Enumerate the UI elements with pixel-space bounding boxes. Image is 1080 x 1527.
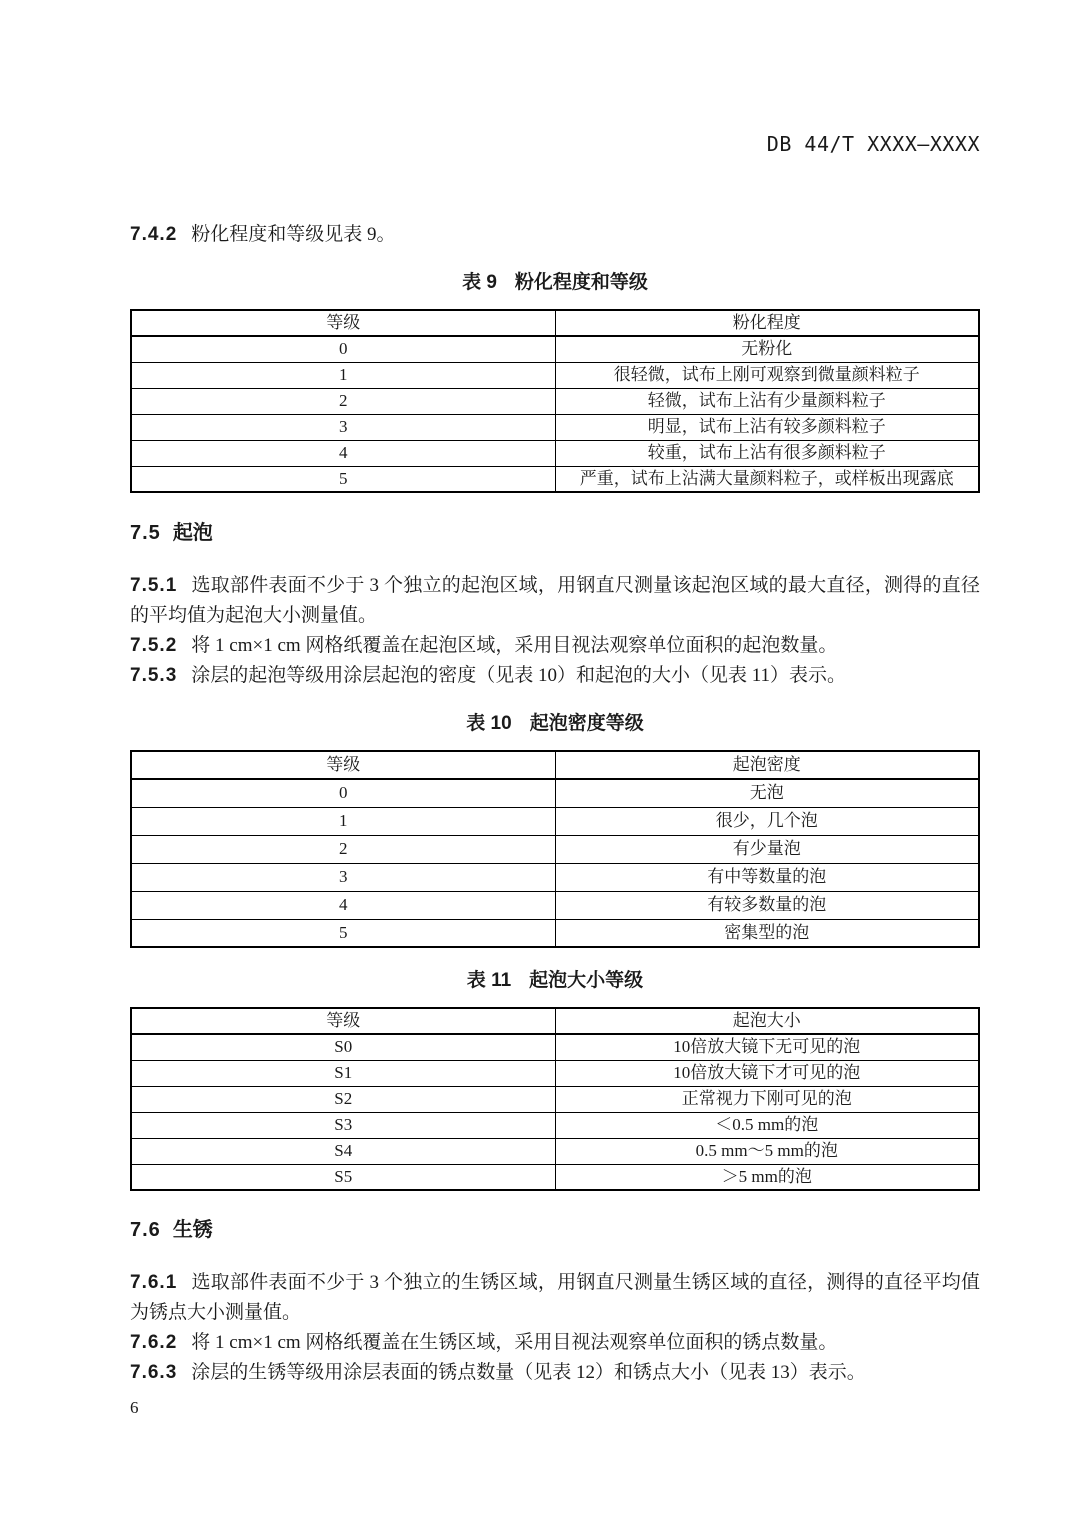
table-9 [130,309,980,493]
table-row [131,466,979,492]
table-cell: S2 [131,1086,555,1112]
table-row [131,336,979,362]
table-row [131,1112,979,1138]
table-cell: 有中等数量的泡 [555,863,979,891]
table-9-title [130,272,980,294]
clause-7-6-3 [130,1358,980,1388]
section-title: 生锈 [172,1219,213,1241]
table-cell: 0 [131,336,555,362]
table-cell: S4 [131,1138,555,1164]
section-heading-7-5 [130,521,980,545]
table-10-head [131,751,979,779]
table-cell: 10倍放大镜下无可见的泡 [555,1034,979,1060]
clause-text: 涂层的起泡等级用涂层起泡的密度（见表 10）和起泡的大小（见表 11）表示。 [191,665,847,686]
table-header-row [131,1008,979,1034]
table-cell: S0 [131,1034,555,1060]
table-cell: S5 [131,1164,555,1190]
clause-text: 粉化程度和等级见表 9。 [191,224,396,245]
table-row [131,1164,979,1190]
clause-number: 7.6.2 [130,1332,178,1353]
section-title: 起泡 [172,522,213,544]
table-10-label: 表 10 [466,713,512,734]
table-header-cell: 等级 [131,310,555,336]
table-cell: 很少，几个泡 [555,807,979,835]
clause-number: 7.6.1 [130,1272,178,1293]
table-9-body [131,336,979,492]
table-row [131,440,979,466]
table-cell: 很轻微，试布上刚可观察到微量颜料粒子 [555,362,979,388]
table-cell: 无粉化 [555,336,979,362]
table-row [131,1060,979,1086]
table-9-head [131,310,979,336]
table-row [131,1034,979,1060]
table-cell: 5 [131,466,555,492]
clause-number: 7.5.3 [130,665,178,686]
table-cell: 轻微，试布上沾有少量颜料粒子 [555,388,979,414]
table-9-caption: 粉化程度和等级 [514,272,648,293]
table-cell: 10倍放大镜下才可见的泡 [555,1060,979,1086]
table-row [131,919,979,947]
clause-text: 涂层的生锈等级用涂层表面的锈点数量（见表 12）和锈点大小（见表 13）表示。 [191,1362,866,1383]
table-cell: 无泡 [555,779,979,807]
table-cell: 4 [131,891,555,919]
table-10-title [130,713,980,735]
clause-text: 将 1 cm×1 cm 网格纸覆盖在起泡区域，采用目视法观察单位面积的起泡数量。 [191,635,838,656]
table-cell: S1 [131,1060,555,1086]
section-7-5-paragraphs [130,571,980,691]
table-header-row [131,751,979,779]
table-10-caption: 起泡密度等级 [529,713,644,734]
table-cell: 3 [131,414,555,440]
table-header-cell: 等级 [131,1008,555,1034]
clause-number: 7.5.2 [130,635,178,656]
table-row [131,1086,979,1112]
table-cell: 1 [131,807,555,835]
table-11-caption: 起泡大小等级 [529,970,644,991]
clause-7-6-2 [130,1328,980,1358]
table-cell: 5 [131,919,555,947]
doc-header [130,0,980,156]
table-row [131,863,979,891]
table-cell: 1 [131,362,555,388]
table-row [131,779,979,807]
doc-number: DB 44/T XXXX—XXXX [766,132,980,156]
table-9-label: 表 9 [462,272,497,293]
clause-7-5-1 [130,571,980,631]
table-row [131,835,979,863]
clause-number: 7.4.2 [130,224,178,245]
table-row [131,362,979,388]
table-cell: 4 [131,440,555,466]
table-header-cell: 起泡密度 [555,751,979,779]
clause-7-6-1 [130,1268,980,1328]
table-header-row [131,310,979,336]
table-row [131,414,979,440]
table-cell: S3 [131,1112,555,1138]
table-cell: 有少量泡 [555,835,979,863]
table-cell: 0 [131,779,555,807]
section-number: 7.5 [130,522,161,544]
table-header-cell: 起泡大小 [555,1008,979,1034]
table-row [131,807,979,835]
table-cell: 3 [131,863,555,891]
table-header-cell: 粉化程度 [555,310,979,336]
table-row [131,388,979,414]
section-heading-7-6 [130,1218,980,1242]
table-cell: 严重，试布上沾满大量颜料粒子，或样板出现露底 [555,466,979,492]
clause-text: 将 1 cm×1 cm 网格纸覆盖在生锈区域，采用目视法观察单位面积的锈点数量。 [191,1332,838,1353]
clause-text: 选取部件表面不少于 3 个独立的生锈区域，用钢直尺测量生锈区域的直径，测得的直径平均值为锈点大小测量值。 [130,1272,980,1323]
table-cell: ＜0.5 mm的泡 [555,1112,979,1138]
table-cell: 较重，试布上沾有很多颜料粒子 [555,440,979,466]
section-number: 7.6 [130,1219,161,1241]
table-row [131,891,979,919]
table-cell: 2 [131,835,555,863]
table-cell: 正常视力下刚可见的泡 [555,1086,979,1112]
section-7-6-paragraphs [130,1268,980,1388]
table-11 [130,1007,980,1191]
table-10 [130,750,980,948]
clause-7-5-3 [130,661,980,691]
clause-7-4-2 [130,220,980,250]
clause-7-5-2 [130,631,980,661]
table-header-cell: 等级 [131,751,555,779]
table-11-body [131,1034,979,1190]
clause-number: 7.6.3 [130,1362,178,1383]
table-cell: 密集型的泡 [555,919,979,947]
table-cell: 明显，试布上沾有较多颜料粒子 [555,414,979,440]
table-cell: 0.5 mm～5 mm的泡 [555,1138,979,1164]
table-cell: 2 [131,388,555,414]
table-row [131,1138,979,1164]
table-11-label: 表 11 [466,970,512,991]
table-11-title [130,970,980,992]
table-10-body [131,779,979,947]
page-number: 6 [130,1398,139,1417]
table-cell: ＞5 mm的泡 [555,1164,979,1190]
table-11-head [131,1008,979,1034]
clause-text: 选取部件表面不少于 3 个独立的起泡区域，用钢直尺测量该起泡区域的最大直径，测得的直径的平均值为起泡大小测量值。 [130,575,980,626]
clause-number: 7.5.1 [130,575,178,596]
table-cell: 有较多数量的泡 [555,891,979,919]
